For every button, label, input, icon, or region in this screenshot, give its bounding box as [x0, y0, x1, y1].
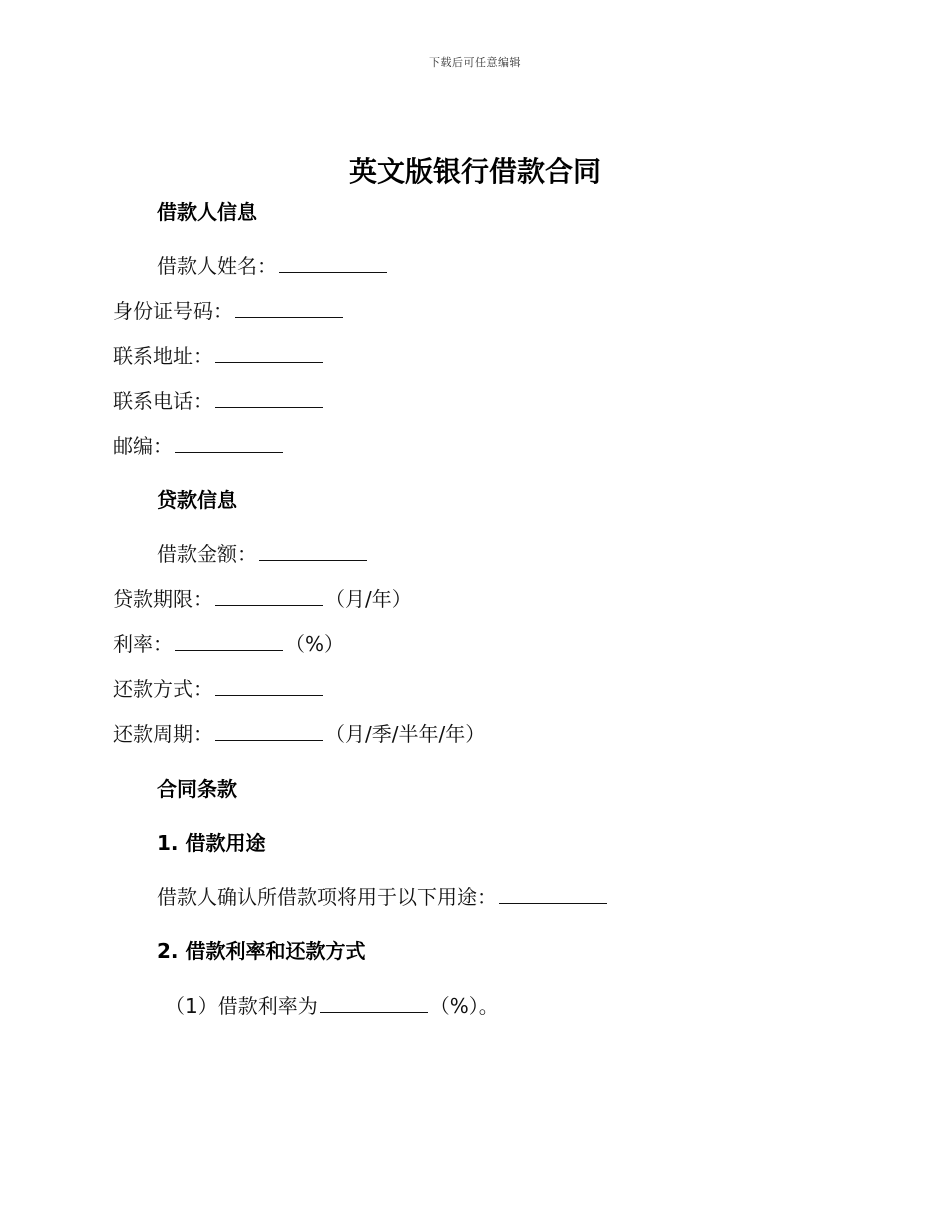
loan-rate-row — [113, 630, 344, 658]
borrower-address-row — [113, 342, 325, 370]
loan-section-heading: 贷款信息 — [157, 488, 237, 512]
repay-method-blank — [215, 675, 323, 696]
loan-rate-label: 利率： — [113, 632, 173, 656]
repay-cycle-unit: （月/季/半年/年） — [325, 722, 486, 746]
loan-amount-label: 借款金额： — [157, 542, 257, 566]
borrower-phone-label: 联系电话： — [113, 389, 213, 413]
repay-method-label: 还款方式： — [113, 677, 213, 701]
clause1-heading: 1. 借款用途 — [157, 831, 266, 855]
clause2-heading: 2. 借款利率和还款方式 — [157, 939, 366, 963]
loan-term-unit: （月/年） — [325, 587, 412, 611]
borrower-id-label: 身份证号码： — [113, 299, 233, 323]
borrower-address-blank — [215, 342, 323, 363]
borrower-name-label: 借款人姓名： — [157, 254, 277, 278]
repay-cycle-row — [113, 720, 485, 748]
repay-method-row — [113, 675, 325, 703]
repay-cycle-label: 还款周期： — [113, 722, 213, 746]
terms-section-heading: 合同条款 — [157, 777, 237, 801]
loan-term-blank — [215, 585, 323, 606]
loan-amount-row — [157, 540, 369, 568]
borrower-id-blank — [235, 297, 343, 318]
borrower-zip-label: 邮编： — [113, 434, 173, 458]
header-note: 下载后可任意编辑 — [429, 56, 521, 69]
repay-cycle-blank — [215, 720, 323, 741]
borrower-name-row — [157, 252, 389, 280]
loan-rate-unit: （%） — [285, 632, 345, 656]
loan-term-label: 贷款期限： — [113, 587, 213, 611]
document-title: 英文版银行借款合同 — [348, 155, 601, 188]
borrower-zip-row — [113, 432, 285, 460]
loan-amount-blank — [259, 540, 367, 561]
borrower-name-blank — [279, 252, 387, 273]
clause2-item1-suffix: （%）。 — [429, 994, 499, 1018]
clause2-item1-blank — [320, 992, 428, 1013]
clause1-blank — [499, 883, 607, 904]
borrower-phone-row — [113, 387, 325, 415]
loan-term-row — [113, 585, 412, 613]
borrower-section-heading: 借款人信息 — [157, 200, 257, 224]
clause2-item1-prefix: （1）借款利率为 — [165, 994, 318, 1018]
loan-rate-blank — [175, 630, 283, 651]
clause1-row — [157, 883, 609, 911]
borrower-address-label: 联系地址： — [113, 344, 213, 368]
clause2-item1-row — [165, 992, 499, 1020]
borrower-zip-blank — [175, 432, 283, 453]
borrower-id-row — [113, 297, 345, 325]
borrower-phone-blank — [215, 387, 323, 408]
clause1-text: 借款人确认所借款项将用于以下用途： — [157, 885, 497, 909]
